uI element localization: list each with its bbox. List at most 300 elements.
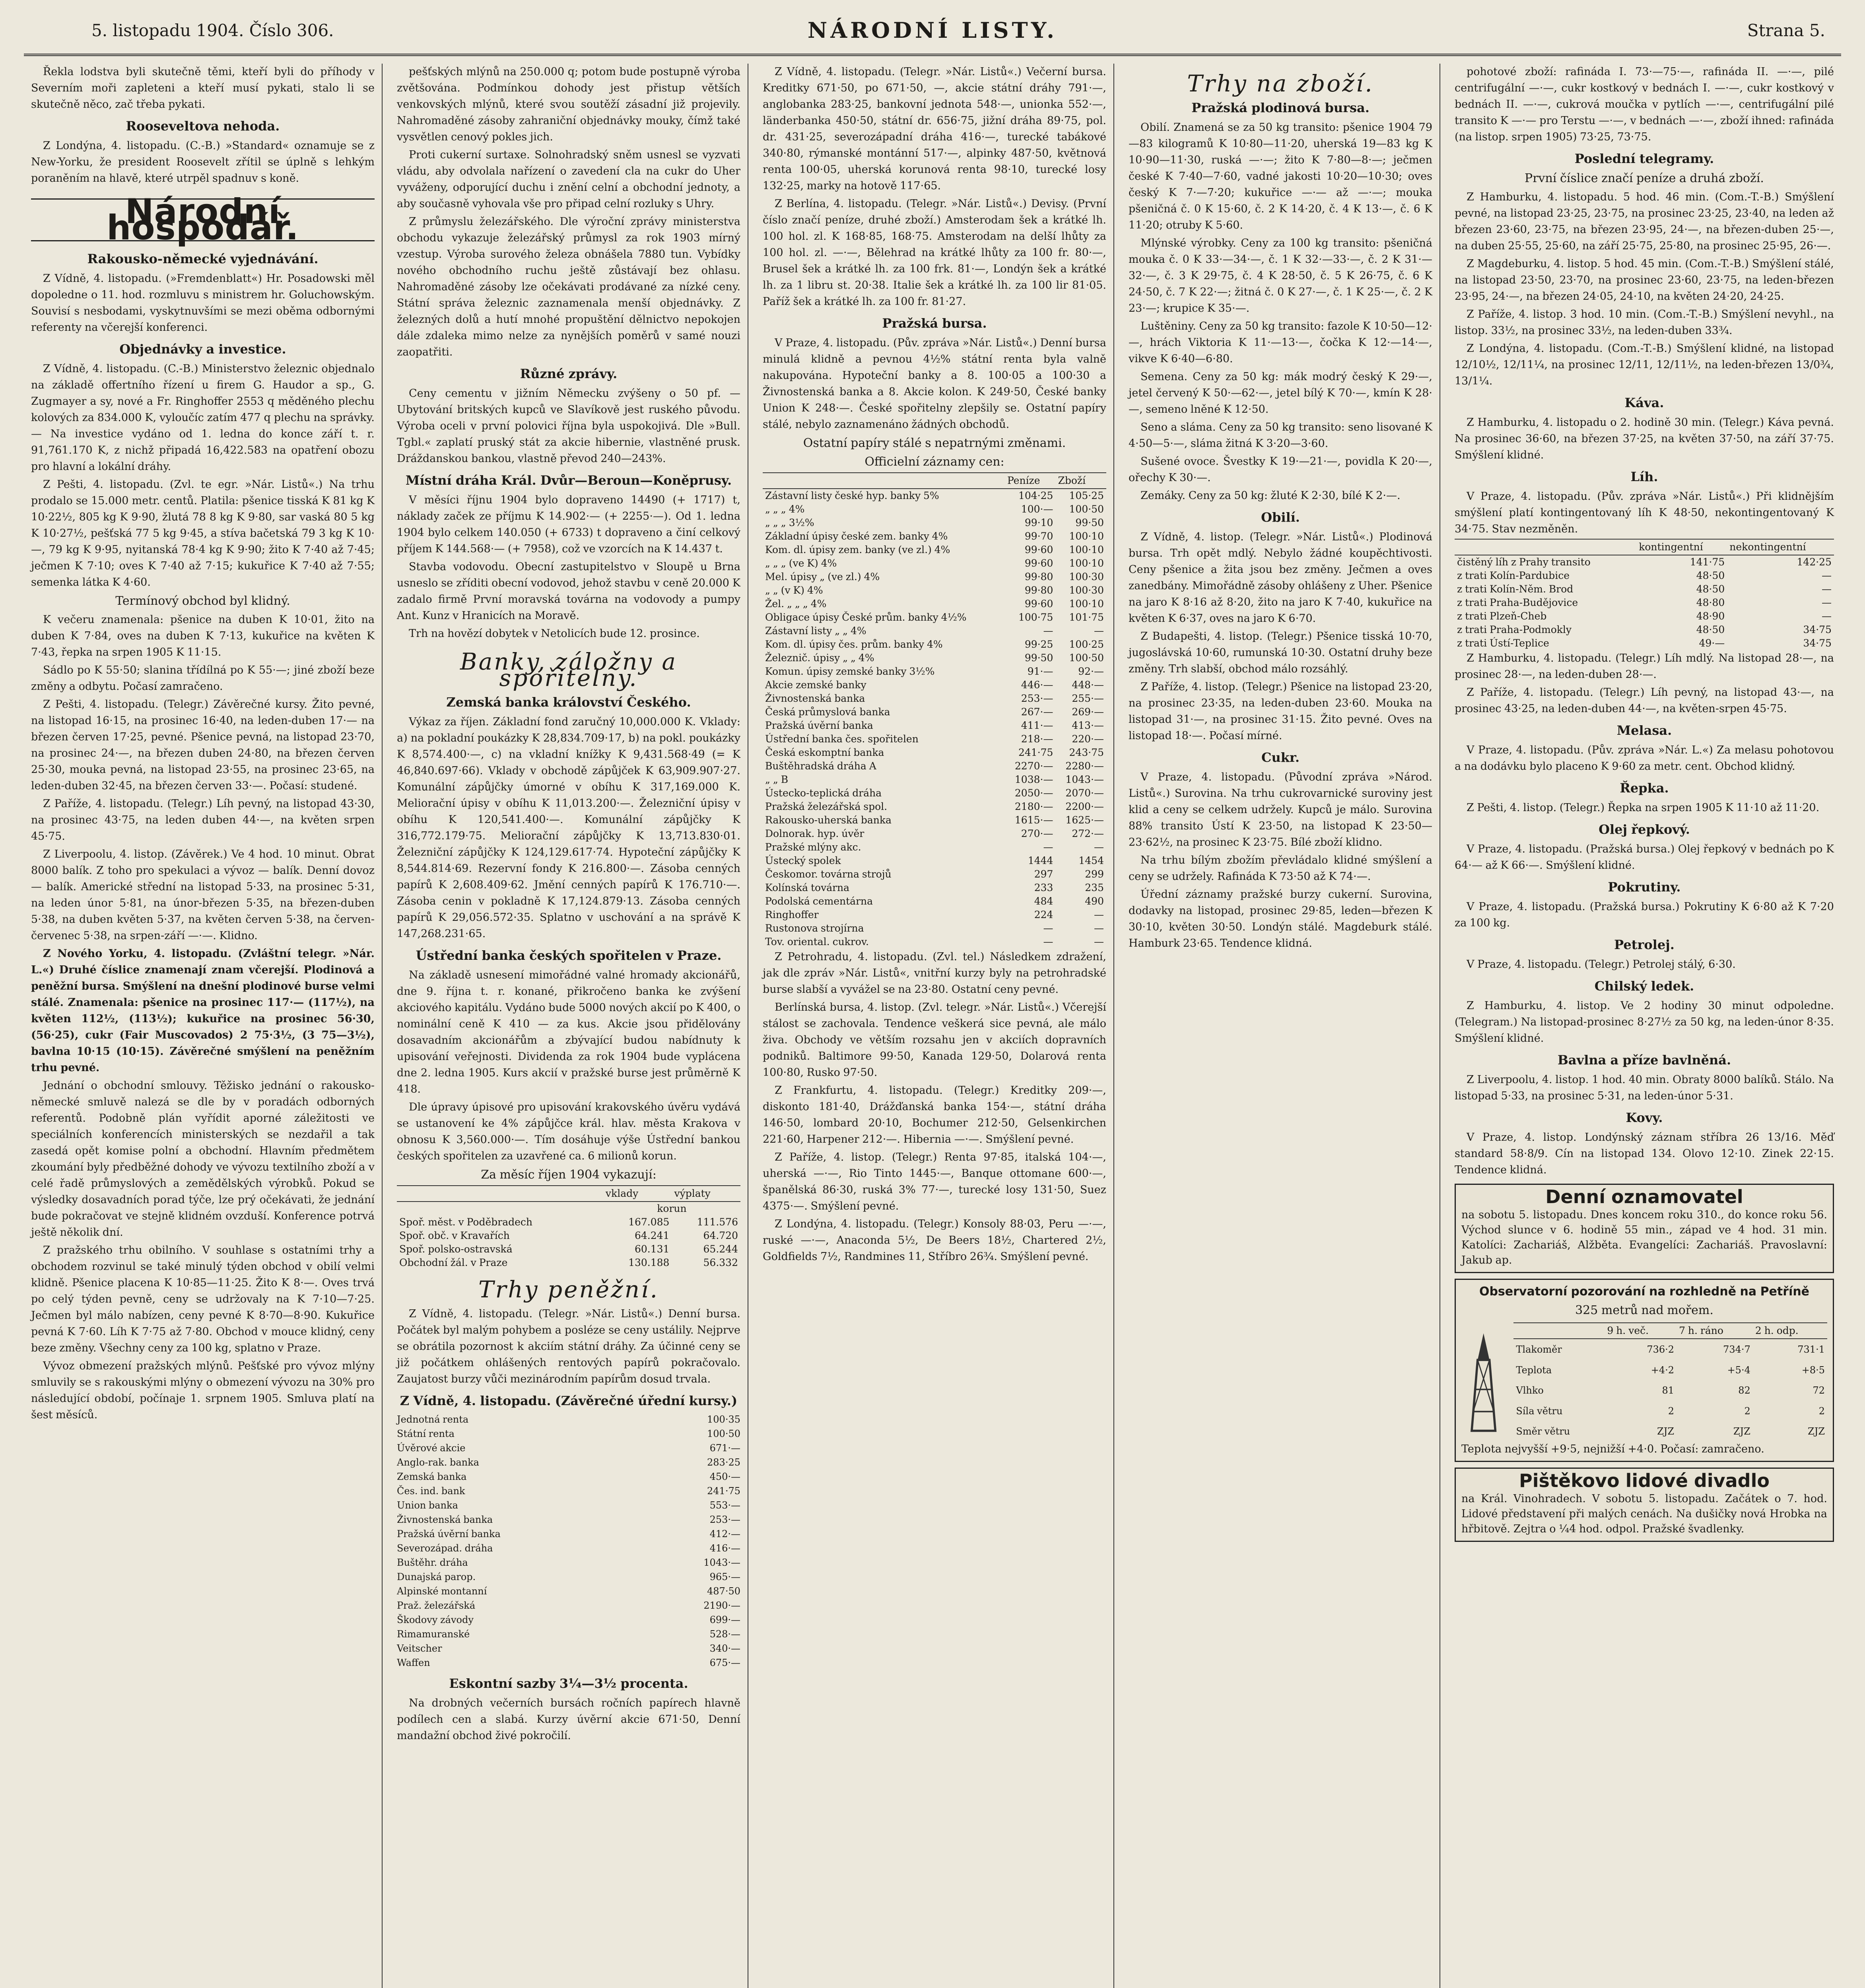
table-cell: 1038·— [1014,774,1053,785]
table-row [763,786,1106,800]
article-text: Na drobných večerních bursách ročních papírech hlavně podílech cen a slabá. Kurzy úvěrní akcie 671·50, Denní mandažní obchod živé pokročilí. [397,1697,740,1742]
article-text: Z Liverpoolu, 4. listop. (Závěrek.) Ve 4 hod. 10 minut. Obrat 8000 balík. Z toho pro spekulaci a vývoz — balík. Denní dovoz — balík. Americké střední na listopad 5·33, na prosinec 5·31, na leden únor 5·81, na únor-březen 5·35, na březen-duben 5·38, na duben květen 5·37, na květen červen 5·38, na červen-červenec 5·38, na srpen-září —·—. Klidno. [31,848,375,942]
article-heading: Pražská bursa. [882,316,987,331]
article-text: Z Nového Yorku, 4. listopadu. (Zvláštní telegr. »Nár. L.«) Druhé číslice znamenají znam včerejší. Plodinová a peněžní bursa. Smýšlení na dnešní plodinové burse velmi stálé. Znamenala: pšenice na prosinec 117·— (117½), na květen 112½, (113½); kukuřice na prosinec 56·30, (56·25), cukr (Fair Muscovados) 2 75·3½, (3 75—3½), bavlna 10·15 (10·15). Závěrečné smýšlení na peněžním trhu pevné. [31,947,375,1074]
rate-value: 699·— [709,1614,740,1625]
table-cell: 1444 [1028,855,1053,866]
section-title: Trhy peněžní. [478,1276,659,1303]
article-text: V Praze, 4. listopadu. (Pův. zpráva »Nár. Listů«.) Při klidnějším smýšlení platí kontingentovaný líh K 48·50, nekontingentovaný K 34·75. Stav nezměněn. [1455,490,1834,535]
table-cell: — [1094,936,1104,947]
vienna-rates [397,1412,740,1670]
table-row [1513,1401,1827,1421]
table-cell: z trati Praha-Budějovice [1457,597,1578,608]
article-text: Z Londýna, 4. listopadu. (Telegr.) Konsoly 88·03, Peru —·—, ruské —·—, Anaconda 5½, De Beers 18½, Chartered 2½, Goldfields 7½, Randmines 11, Stříbro 26¾. Smýšlení pevné. [763,1218,1106,1263]
column-rule [382,64,383,1988]
article-text: Na trhu bílým zbožím převládalo klidné smýšlení a ceny se udržely. Rafináda K 73·50 až K 74·—. [1129,854,1432,883]
table-cell: 92·— [1078,666,1104,677]
rate-name: Zemská banka [397,1471,467,1482]
rate-name: Čes. ind. bank [397,1485,465,1497]
table-cell: 100·75 [1018,612,1053,623]
table-header: 7 h. ráno [1677,1323,1753,1339]
table-header: 9 h. več. [1605,1323,1677,1339]
table-cell: 82 [1738,1385,1750,1396]
section-title: Banky, záložny a spořitelny. [460,648,677,691]
article-text: Trh na hovězí dobytek v Netolicích bude 12. prosince. [409,627,700,640]
article-text: Seno a sláma. Ceny za 50 kg transito: seno lisované K 4·50—5·—, sláma žitná K 3·20—3·60. [1129,421,1432,450]
table-cell: 72 [1813,1385,1825,1396]
rate-value: 412·— [709,1528,740,1540]
table-cell: 241·75 [1018,747,1053,758]
article-text: Z Pešti, 4. listopadu. (Telegr.) Závěrečné kursy. Žito pevné, na listopad 16·15, na prosinec 16·40, na leden-duben 17·— na březen červen 17·25, pevné. Pšenice pevná, na listopad 23·70, na prosinec 24·—, na březen duben 24·80, na březen červen 25·30, mouka pevná, na listopad 23·55, na prosinec 23·65, na leden-duben 32·45, na březen červen 33·—. Počasí: studené. [31,698,375,792]
rate-value: 283·25 [707,1457,740,1468]
header-date: 5. listopadu 1904. Číslo 306. [91,21,334,40]
rate-row [397,1527,740,1541]
article-heading: Obilí. [1261,510,1300,525]
table-cell: — [1822,597,1832,608]
table-cell: Ústřední banka čes. spořitelen [765,733,919,745]
table-cell: 233 [1034,882,1053,893]
article-heading: Zemská banka království Českého. [446,695,691,710]
table-row [763,530,1106,543]
rate-row [397,1427,740,1441]
table-row [763,935,1106,949]
table-cell: Ústecko-teplická dráha [765,787,882,799]
table-cell: +5·4 [1727,1364,1750,1376]
table-row [763,881,1106,895]
table-cell: Spoř. obč. v Kravařích [399,1230,510,1241]
table-cell: 48·50 [1696,624,1725,635]
article-heading: Eskontní sazby 3¼—3½ procenta. [449,1676,688,1691]
column-3 [756,64,1113,1988]
table-cell: 255·— [1072,693,1104,704]
table-row [397,1215,740,1229]
article-text: Obilí. Znamená se za 50 kg transito: pšenice 1904 79—83 kilogramů K 10·80—11·20, uherská 19—83 kg K 10·90—11·30, ruská —·—; žito K 7·80—8·—; ječmen české K 7·40—7·60, vadné jakosti 10·20—10·30; oves český K 7·—7·20; kukuřice —·— až —·—; mouka pšeničná č. 0 K 15·60, č. 2 K 14·20, č. 4 K 13·—, č. 6 K 11·20; otruby K 5·60. [1129,121,1432,231]
article-text: Dle úpravy úpisové pro upisování krakovského úvěru vydává se ustanovení ke 4% zápůjčce král. hlav. města Krakova v obnosu K 3,560.000·—. Tím dosáhuje výše Ústřední bankou českých spořitelen za uzavřené ca. 6 milionů korun. [397,1101,740,1162]
table-cell: 411·— [1021,720,1053,731]
article-heading: Poslední telegramy. [1574,151,1714,166]
table-cell: +4·2 [1651,1364,1675,1376]
table-cell: 56.332 [703,1257,738,1268]
article-text: Výkaz za říjen. Základní fond zaručný 10,000.000 K. Vklady: a) na pokladní poukázky K 28,834.709·17, b) na pokl. poukázky K 8,574.400·—, c) na vkladní knížky K 9,431.568·49 (= K 46,840.697·66). Vklady v obchodě zápůjček K 63,909.907·27. Komunální zápůjčky úmorné v obíhu K 317,169.000 K. Meliorační úpisy v obíhu K 11,013.200·—. Železniční úpisy v obíhu K 120,541.400·—. Komunální zápůjčky K 316,772.179·75. Meliorační zápůjčky K 13,713.830·01. Železniční zápůjčky K 124,129.617·74. Hypoteční zápůjčky K 8,544.814·69. Rezervní fondy K 216.800·—. Zásoba cenných papírů K 2,608.409·62. Jmění cenných papírů K 176.710·—. Zásoba cenin v pokladně K 17,124.879·13. Zásoba cenných papírů K 29,056.572·35. Splatno v uschování a na správě K 147,268.231·65. [397,716,740,940]
article-text: Z Pešti, 4. listop. (Telegr.) Řepka na srpen 1905 K 11·10 až 11·20. [1467,802,1820,814]
rate-value: 253·— [709,1514,740,1525]
table-row [1455,582,1834,596]
table-cell: — [1043,922,1053,934]
article-heading: Chilský ledek. [1594,978,1694,994]
table-cell: 218·— [1021,733,1053,745]
table-row [763,624,1106,638]
table-row [763,908,1106,922]
table-header: Zboží [1055,473,1106,489]
rate-name: Dunajská parop. [397,1571,476,1582]
rate-row [397,1470,740,1484]
rate-value: 1043·— [703,1557,740,1568]
article-heading: Pražská plodinová bursa. [1191,100,1370,115]
article-text: Z Hamburku, 4. listop. Ve 2 hodiny 30 minut odpoledne. (Telegram.) Na listopad-prosinec 8·27½ za 50 kg, na leden-únor 8·35. Smýšlení klidné. [1455,1000,1834,1044]
article-text: Z Paříže, 4. listop. (Telegr.) Renta 97·85, italská 104·—, uherská —·—, Rio Tinto 1445·—, Banque ottomane 600·—, španělská 86·30, ruská 3% 77·—, turecké losy 131·50, Suez 4375·—. Smýšlení pevné. [763,1151,1106,1212]
article-heading: Objednávky a investice. [119,342,286,357]
rate-value: 2190·— [703,1600,740,1611]
table-row [763,651,1106,665]
table-row [1455,610,1834,623]
article-text: V Praze, 4. listop. Londýnský záznam stříbra 26 13/16. Měď standard 58·8/9. Cín na listopad 134. Olovo 12·10. Zinek 22·15. Tendence klidná. [1455,1131,1834,1176]
table-row [763,841,1106,854]
article-heading: Rakousko-německé vyjednávání. [87,251,319,266]
table-cell: 60.131 [634,1243,670,1255]
rate-row [397,1412,740,1427]
table-cell: 64.241 [634,1230,670,1241]
theatre-ad-box [1455,1468,1834,1542]
article-text: V Praze, 4. listopadu. (Telegr.) Petrolej stálý, 6·30. [1467,958,1736,971]
table-row [763,922,1106,935]
table-cell: — [1094,922,1104,934]
table-cell: Česká eskomptní banka [765,747,884,758]
article-heading: Bavlna a příze bavlněná. [1557,1052,1731,1068]
table-row [763,705,1106,719]
petrin-tower-icon [1461,1322,1506,1442]
rate-name: Severozápad. dráha [397,1543,493,1554]
article-text: Z Pešti, 4. listopadu. (Zvl. te egr. »Nár. Listů«.) Na trhu prodalo se 15.000 metr. centů. Platila: pšenice tisská K 81 kg K 10·22½, 805 kg K 9·90, žlutá 78 8 kg K 9·80, sar vaská 80 5 kg K 10·27½, pešťská 77 5 kg 9·45, a stíva bačetská 79 3 kg K 10·—, 79 kg K 9·95, nyitanská 78·4 kg K 9·90; žito K 7·40 až 7·45; ječmen K 7·10; oves K 7·40 až 7·15; kukuřice K 7·40 až 7·55; semenka látka K 4·60. [31,478,375,588]
rate-row [397,1555,740,1570]
article-text: Řekla lodstva byli skutečně těmi, kteří byli do příhody v Severním moři zapleteni a kteří musí pykati, stalo li se skutečně něco, zač třeba pykati. [31,66,375,111]
table-cell: 100·10 [1069,530,1104,542]
table-cell: Žel. „ „ „ 4% [765,598,827,610]
table-cell: 299 [1085,868,1104,880]
table-cell: 34·75 [1803,637,1832,649]
table-cell: 100·10 [1069,598,1104,610]
article-text: Z Vídně, 4. listop. (Telegr. »Nár. Listů«.) Plodinová bursa. Trh opět mdlý. Nebylo žádné koupěchtivosti. Ceny pšenice a žita jsou bez změny. Ječmen a oves zanedbány. Mimořádně zásoby ohlášeny z Uher. Pšenice na jaro K 8·16 až 8·20, žito na jaro K 7·40, kukuřice na květen K 6·37, oves na jaro K 6·70. [1129,531,1432,625]
ad-title: Denní oznamovatel [1545,1186,1743,1208]
article-text: V Praze, 4. listopadu. (Pražská bursa.) Pokrutiny K 6·80 až K 7·20 za 100 kg. [1455,901,1834,929]
article-heading: Pokrutiny. [1608,879,1681,895]
running-head [24,12,1841,60]
article-heading: Rooseveltova nehoda. [126,118,280,134]
article-text: Z Liverpoolu, 4. listop. 1 hod. 40 min. Obraty 8000 balíků. Stálo. Na listopad 5·33, na prosinec 5·31, na leden-únor 5·31. [1455,1074,1834,1102]
table-cell: 297 [1034,868,1053,880]
table-cell: 91·— [1027,666,1053,677]
table-cell: Obligace úpisy České prům. banky 4½% [765,612,967,623]
rate-value: 340·— [709,1643,740,1654]
article-text: Z Frankfurtu, 4. listopadu. (Telegr.) Kreditky 209·—, diskonto 181·40, Drážďanská banka 154·—, státní dráha 146·50, lombard 20·10, Bochumer 212·50, Gelsenkirchen 221·60, Harpener 212·—. Hibernia —·—. Smýšlení pevné. [763,1084,1106,1145]
table-header: kontingentní [1636,539,1727,555]
article-text: Z Magdeburku, 4. listop. 5 hod. 45 min. (Com.-T.-B.) Smýšlení stálé, na listopad 23·50, 23·70, na prosinec 23·60, 23·75, na leden-březen 23·95, 24·—, na březen 24·05, 24·10, na květen 24·20, 24·25. [1455,258,1834,303]
table-row [763,597,1106,611]
table-cell: — [1822,570,1832,581]
article-heading: Káva. [1624,395,1664,410]
article-text: Sádlo po K 55·50; slanina třídílná po K 55·—; jiné zboží beze změny a odbytu. Počasí zamračeno. [31,664,375,693]
rate-value: 241·75 [707,1485,740,1497]
table-cell: 235 [1085,882,1104,893]
table-cell: Buštěhradská dráha A [765,760,876,772]
table-cell: ZJZ [1808,1426,1825,1437]
table-cell: Zástavní listy „ „ 4% [765,625,866,637]
table-header: výplaty [672,1186,740,1202]
table-cell: — [1822,583,1832,595]
table-cell: 2 [1818,1405,1825,1417]
table-cell: 99·60 [1024,598,1053,610]
article-text: Ceny cementu v jižním Německu zvýšeny o 50 pf. — Ubytování britských kupců ve Slavíkově jest ruského původu. Výroba oceli v první polovici října byla uspokojivá. Dle »Bull. Tgbl.« zaplatí pruský stát za akcie hibernie, vlastněné prusk. Dráždanskou bankou, vlastně převod 240—243%. [397,387,740,465]
article-text: Proti cukerní surtaxe. Solnohradský sněm usnesl se vyzvati vládu, aby odvolala nařízení o zavedení cla na cukr do Uher vyváženy, odporující duchu i znění celní a obchodní jednoty, a aby současně vyhovala vše pro připad celní rozluky s Uhry. [397,149,740,210]
table-cell: 111.576 [697,1216,738,1228]
table-row [763,813,1106,827]
table-cell: z trati Plzeň-Cheb [1457,610,1547,622]
article-text: Z Vídně, 4. listopadu. (Telegr. »Nár. Listů«.) Večerní bursa. Kreditky 671·50, po 671·50, —, akcie státní dráhy 791·—, anglobanka 283·25, bankovní jednota 548·—, unionka 552·—, länderbanka 450·50, státní dr. 656·75, jižní dráha 89·75, pol. dr. 431·25, severozápadní dráha 416·—, turecké tabákové 340·80, rýmanské montánní 517·—, alpinky 487·50, květnová renta 100·05, uherská korunová renta 98·10, turecké losy 132·25, marky na hotově 117·65. [763,66,1106,192]
rate-row [397,1627,740,1641]
daily-almanac-box [1455,1184,1834,1273]
table-cell: 100·— [1021,503,1053,515]
article-text: Mlýnské výrobky. Ceny za 100 kg transito: pšeničná mouka č. 0 K 33·—34·—, č. 1 K 32·—33·—, č. 2 K 31·—32·—, č. 3 K 29·75, č. 4 K 28·50, č. 5 K 26·75, č. 6 K 24·50, č. 7 K 22·—; žitná č. 0 K 27·—, č. 1 K 25·—, č. 2 K 23·—; krupice K 35·—. [1129,237,1432,315]
table-row [763,759,1106,773]
table-row [1513,1339,1827,1360]
rate-name: Anglo-rak. banka [397,1457,479,1468]
table-cell: Živnostenská banka [765,693,865,704]
table-header [1513,1323,1605,1339]
column-1 [24,64,382,1988]
table-cell: 48·50 [1696,570,1725,581]
rate-name: Úvěrové akcie [397,1442,466,1454]
article-heading: Melasa. [1616,723,1672,738]
article-text: V Praze, 4. listopadu. (Původní zpráva »Národ. Listů«.) Surovina. Na trhu cukrovarnické suroviny jest klid a ceny se celkem udržely. Kupců je málo. Surovina 88% transito Ústí K 23·50, na listopad K 23·50—23·62½, na prosinec K 23·75. Bílé zboží klidno. [1129,771,1432,848]
table-cell: 99·25 [1024,639,1053,650]
section-title: Národní hospodář. [31,198,375,241]
table-cell: „ „ B [765,774,789,785]
rate-row [397,1484,740,1498]
table-row [763,584,1106,597]
head-rule [24,54,1841,56]
table-cell: 99·10 [1024,517,1053,528]
article-text: Z Hamburku, 4. listopadu. (Telegr.) Líh mdlý. Na listopad 28·—, na prosinec 28·—, na leden-duben 28·—. [1455,652,1834,681]
table-cell: 100·10 [1069,557,1104,569]
table-row [1455,555,1834,569]
rate-row [397,1613,740,1627]
rate-row [397,1598,740,1613]
table-cell: 731·1 [1797,1344,1825,1355]
table-row [763,773,1106,786]
table-cell: z trati Praha-Podmokly [1457,624,1572,635]
table-row [1513,1421,1827,1442]
table-cell: 2070·— [1065,787,1104,799]
table-cell: 490 [1085,895,1104,907]
table-cell: „ „ „ (ve K) 4% [765,557,837,569]
masthead-title: NÁRODNÍ LISTY. [807,17,1058,43]
table-cell: Tov. oriental. cukrov. [765,936,869,947]
article-heading: Cukr. [1261,750,1300,765]
table-cell: ZJZ [1657,1426,1675,1437]
article-text: Semena. Ceny za 50 kg: mák modrý český K 29·—, jetel červený K 50·—62·—, jetel bílý K 70·—, kmín K 28·—, semeno lněné K 12·50. [1129,371,1432,415]
table-row [763,503,1106,516]
table-cell: „ „ „ 3½% [765,517,814,528]
table-cell: Vlhko [1516,1385,1544,1396]
table-cell: Kom. dl. úpisy zem. banky (ve zl.) 4% [765,544,950,555]
table-cell: 141·75 [1690,556,1725,568]
table-row [1513,1380,1827,1400]
article-heading: Řepka. [1620,780,1669,796]
rate-value: 528·— [709,1629,740,1640]
rate-row [397,1455,740,1470]
ad-text: na sobotu 5. listopadu. Dnes koncem roku 310., do konce roku 56. Východ slunce v 6. hodině 55 min., západ ve 4 hod. 31 min. Katolíci: Zachariáš, Alžběta. Evangelíci: Zachariáš. Pravoslavní: Jakub ap. [1461,1209,1827,1266]
table-cell: 272·— [1072,828,1104,839]
table-header: nekontingentní [1727,539,1834,555]
table-cell: 100·10 [1069,544,1104,555]
table-cell: Spoř. měst. v Poděbradech [399,1216,533,1228]
rate-value: 487·50 [707,1586,740,1597]
table-cell: Obchodní žál. v Praze [399,1257,508,1268]
table-cell: 1625·— [1065,814,1104,826]
rate-name: Jednotná renta [397,1414,469,1425]
article-heading: Kovy. [1626,1110,1663,1125]
table-cell: 100·30 [1069,571,1104,582]
table-cell: Základní úpisy české zem. banky 4% [765,530,948,542]
table-cell: Síla větru [1516,1405,1563,1417]
rate-value: 100·50 [707,1428,740,1439]
article-text: Z Vídně, 4. listopadu. (C.-B.) Ministerstvo železnic objednalo na základě offertního řízení u firem G. Haudor a sp., G. Zugmayer a sy, nové a Fr. Ringhoffer 2553 q měděného plechu kolových za 834.000 K, vyloučíc zatím 477 q plechu na správky. — Na investice vydáno od 1. ledna do konce září t. r. 91,761.170 K, z nichž připadá 16,422.583 na opatření obozu pro hlavní a lokální dráhy. [31,363,375,473]
table-cell: 142·25 [1797,556,1832,568]
table-cell: 81 [1662,1385,1675,1396]
column-4 [1121,64,1440,1988]
table-cell: 99·50 [1024,652,1053,664]
article-subhead: Termínový obchod byl klidný. [115,594,290,608]
rate-name: Rimamuranské [397,1629,470,1640]
column-2 [390,64,748,1988]
column-5 [1447,64,1841,1988]
table-cell: „ „ (v K) 4% [765,584,823,596]
article-text: Z Vídně, 4. listopadu. (Telegr. »Nár. Listů«.) Denní bursa. Počátek byl malým pohybem a posléze se ceny ustálily. Nejprve se obrátila pozornost k akciím státní dráhy. Za účinné ceny se již počátkem ohlášených rentových papírů pokračovalo. Zaujatost burzy vůči mezinárodním papírům dosud trvala. [397,1308,740,1385]
table-cell: 2200·— [1065,801,1104,812]
article-text: Stavba vodovodu. Obecní zastupitelstvo v Sloupě u Brna usneslo se zříditi obecní vodovod, jehož stavbu v ceně 20.000 K zadalo firmě První moravská továrna na vodovody a pumpy Ant. Kunz v Hranicích na Moravě. [397,561,740,622]
article-text: Sušené ovoce. Švestky K 19·—21·—, povidla K 20·—, ořechy K 30·—. [1129,455,1432,484]
table-cell: 2180·— [1014,801,1053,812]
article-text: Z Paříže, 4. listop. 3 hod. 10 min. (Com.-T.-B.) Smýšlení nevyhl., na listop. 33½, na prosinec 33½, na leden-duben 33¾. [1455,308,1834,337]
article-text: Z Petrohradu, 4. listopadu. (Zvl. tel.) Následkem zdražení, jak dle zpráv »Nár. Listů«, vnitřní kurzy byly na petrohradské burse slabší a vyvážel se na 23·80. Ostatní ceny pevné. [763,951,1106,996]
rate-name: Veitscher [397,1643,442,1654]
table-cell: Směr větru [1516,1426,1570,1437]
table-cell: Zástavní listy české hyp. banky 5% [765,490,939,501]
table-row [397,1242,740,1256]
table-row [763,800,1106,813]
table-cell: 448·— [1072,679,1104,691]
table-cell: 484 [1034,895,1053,907]
table-cell: 100·50 [1069,503,1104,515]
article-subhead: První číslice značí peníze a druhá zboží. [1525,171,1764,185]
table-cell: z trati Ústí-Teplice [1457,637,1549,649]
table-cell: 64.720 [703,1230,738,1241]
article-text: Z Budapešti, 4. listop. (Telegr.) Pšenice tisská 10·70, jugoslávská 10·60, rumunská 10·30. Ostatní druhy beze změny. Trh slabší, obchod málo rozsáhlý. [1129,630,1432,675]
table-cell: 270·— [1021,828,1053,839]
article-text: Z Hamburku, 4. listopadu o 2. hodině 30 min. (Telegr.) Káva pevná. Na prosinec 36·60, na březen 37·25, na květen 37·50, na září 37·75. Smýšlení klidné. [1455,416,1834,461]
table-cell: Spoř. polsko-ostravská [399,1243,513,1255]
article-heading: Ústřední banka českých spořitelen v Praze. [416,948,722,963]
table-row [1513,1360,1827,1380]
article-text: Z Paříže, 4. listopadu. (Telegr.) Líh pevný, na listopad 43·—, na prosinec 43·25, na leden-duben 44·—, na květen-srpen 45·75. [1455,686,1834,715]
table-row [397,1229,740,1242]
article-text: V Praze, 4. listopadu. (Pův. zpráva »Nár. Listů«.) Denní bursa minulá klidně a pevnou 4½% státní renta byla valně nakupována. Hypoteční banky a 8. 100·05 a 100·30 a Živnostenská banka a 8. Akcie kolon. K 249·50, České banky Union K 248·—. České spořitelny zlepšily se. Ostatní papíry stálé, nebylo zaznamenáno žádných obchodů. [763,337,1106,431]
rate-name: Buštěhr. dráha [397,1557,468,1568]
table-cell: Komun. úpisy zemské banky 3½% [765,666,935,677]
table-cell: 253·— [1021,693,1053,704]
table-cell: — [1094,625,1104,637]
table-header: 2 h. odp. [1753,1323,1827,1339]
rate-row [397,1570,740,1584]
table-cell: 243·75 [1069,747,1104,758]
table-cell: — [1043,841,1053,853]
table-cell: Kom. dl. úpisy čes. prům. banky 4% [765,639,943,650]
table-row [763,854,1106,868]
table-header: vklady [603,1186,672,1202]
rate-name: Pražská úvěrní banka [397,1528,501,1540]
rate-row [397,1656,740,1670]
table-cell: 736·2 [1647,1344,1675,1355]
article-text: Úřední záznamy pražské burzy cukerní. Surovina, dodavky na listopad, prosinec 29·85, leden—březen K 30·10, květen 30·50. Londýn stálé. Magdeburk stálé. Hamburk 23·65. Tendence klidná. [1129,888,1432,949]
table-cell: 65.244 [703,1243,738,1255]
ad-title: Pištěkovo lidové divadlo [1519,1470,1770,1491]
table-cell: 1615·— [1014,814,1053,826]
table-cell: 2280·— [1065,760,1104,772]
rate-value: 450·— [709,1471,740,1482]
table-cell: — [1043,625,1053,637]
rate-value: 100·35 [707,1414,740,1425]
table-row [763,732,1106,746]
table-cell: 99·80 [1024,571,1053,582]
table-row [763,678,1106,692]
table-cell: Rakousko-uherská banka [765,814,892,826]
table-cell: Teplota [1516,1364,1552,1376]
table-cell: 104·25 [1018,490,1053,501]
table-cell: 48·90 [1696,610,1725,622]
article-text: V Praze, 4. listopadu. (Pův. zpráva »Nár. L.«) Za melasu pohotovou a na dodávku bylo placeno K 9·60 za metr. cent. Obchod klidný. [1455,744,1834,773]
table-row [763,868,1106,881]
table-row [763,827,1106,841]
table-cell: 48·80 [1696,597,1725,608]
table-cell: Pražská železářská spol. [765,801,888,812]
table-cell: 167.085 [628,1216,670,1228]
table-row [763,489,1106,503]
table-cell: 48·50 [1696,583,1725,595]
rate-row [397,1641,740,1656]
ad-subtitle: 325 metrů nad mořem. [1575,1303,1713,1317]
rate-row [397,1441,740,1455]
table-cell: — [1043,936,1053,947]
article-heading: Různé zprávy. [520,366,618,381]
article-text: Z Vídně, 4. listopadu. (»Fremdenblatt«) Hr. Posadowski měl dopoledne o 11. hod. rozmluvu s ministrem hr. Goluchowským. Souvisí s nesbodami, vyskytnuvšími se mezi oběma odbornými referenty na včerejší konferenci. [31,272,375,334]
table-cell: čistěný líh z Prahy transito [1457,556,1591,568]
table-cell: 220·— [1072,733,1104,745]
article-heading: Z Vídně, 4. listopadu. (Závěrečné úřední kursy.) [400,1393,738,1408]
table-row [1455,623,1834,637]
table-row [763,895,1106,908]
table-cell: 100·30 [1069,584,1104,596]
table-cell: 99·80 [1024,584,1053,596]
article-text: Z Londýna, 4. listopadu. (C.-B.) »Standard« oznamuje se z New-Yorku, že president Roosevelt zřítil se úplně s lehkým poraněním na hlavě, které utrpěl spadnuv s koně. [31,140,375,184]
savings-table [397,1185,740,1270]
article-text: Berlínská bursa, 4. listop. (Zvl. telegr. »Nár. Listů«.) Včerejší stálost se zachovala. Tendence veškerá sice pevná, ale málo živa. Obchody ve větším rozsahu jen v akciích dopravních podniků. Baltimore 99·50, Kanada 129·50, Dolarová renta 100·80, Rusko 97·50. [763,1001,1106,1079]
table-cell: Českomor. továrna strojů [765,868,892,880]
table-cell: ZJZ [1733,1426,1750,1437]
rate-name: Škodovy závody [397,1614,474,1625]
rate-value: 965·— [709,1571,740,1582]
table-cell: 99·50 [1075,517,1104,528]
table-row [1455,596,1834,610]
article-text: pešťských mlýnů na 250.000 q; potom bude postupně výroba zvětšována. Podmínkou dohody jest přistup větších venkovských mlýnů, které svou soutěží zásadní již projevily. Nahromaděné zásoby zahraniční objednávky mouky, čímž také vysvětlen cenový pokles jich. [397,66,740,143]
article-text: Jednání o obchodní smlouvy. Těžisko jednání o rakousko-německé smluvě nalezá se dle by v poradách odborných referentů. Podobně plán vyřídit aporné záležitosti ve speciálních konferencích ministerských se nezdařil a tak zasedá opět komise polní a obchodní. Hlavním předmětem zkoumání byly předběžné dohody ve vývozu textilního zboží a v celé řadě průmyslových a zemědělských výrobků. Pokud se výsledky dosavadních porad týče, lze prý očekávati, že jednání bude pokračovat ve stejně klidném ovzduší. Konference potrvá ještě několik dní. [31,1079,375,1239]
table-cell: 2 [1744,1405,1750,1417]
article-text: V měsíci říjnu 1904 bylo dopraveno 14490 (+ 1717) t, náklady začek ze příjmu K 14.902·— (+ 2255·—). Od 1. ledna 1904 bylo celkem 140.050 (+ 6733) t dopraveno a činí celkový příjem K 144.568·— (+ 7958), což ve vzorcích na K 14.437 t. [397,494,740,555]
table-cell: Rustonova strojírna [765,922,864,934]
table-row [763,611,1106,624]
table-cell: 413·— [1072,720,1104,731]
section-title: Trhy na zboží. [1187,70,1374,97]
article-heading: Místní dráha Král. Dvůr—Beroun—Koněprusy. [405,473,732,488]
rate-row [397,1584,740,1598]
